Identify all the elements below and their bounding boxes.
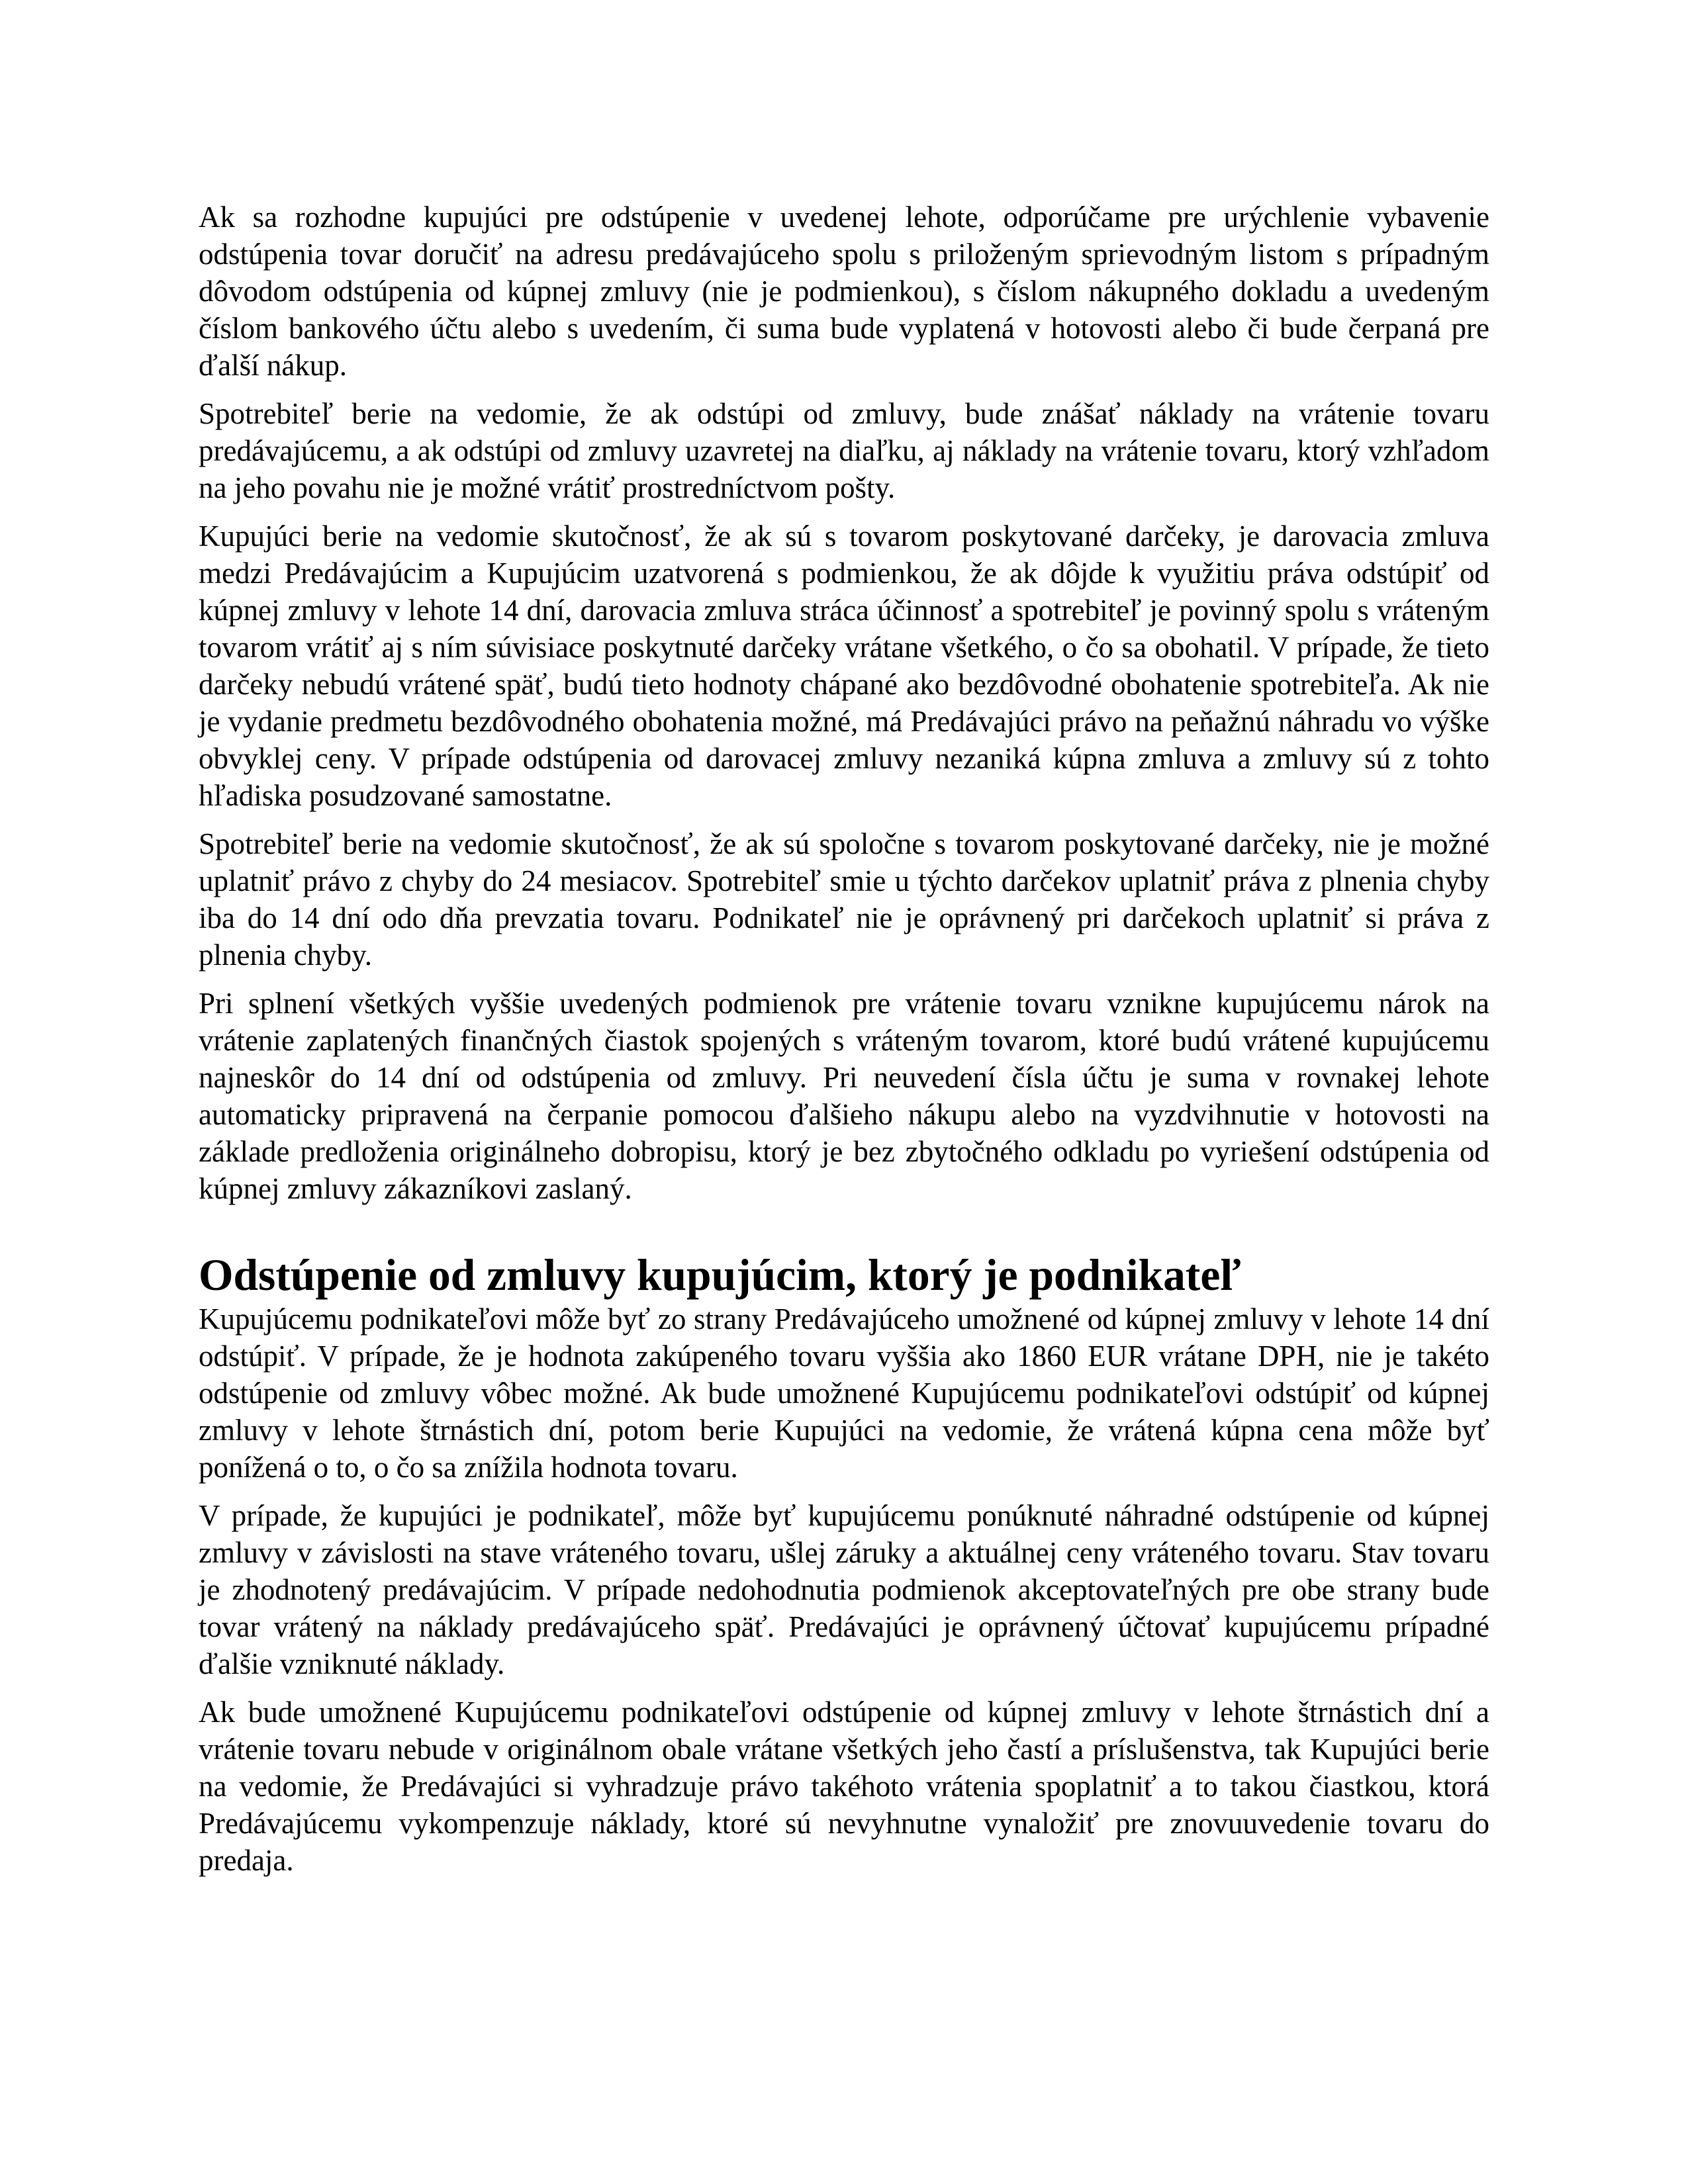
paragraph-gifts-donation: Kupujúci berie na vedomie skutočnosť, že ak sú s tovarom poskytované darčeky, je darovacia zmluva medzi Predávajúcim a Kupujúcim uzatvorená s podmienkou, že ak dôjde k využitiu práva odstúpiť od kúpnej zmluvy v lehote 14 dní, darovacia zmluva stráca účinnosť a spotrebiteľ je povinný spolu s vráteným tovarom vrátiť aj s ním súvisiace poskytnuté darčeky vrátane všetkého, o čo sa obohatil. V prípade, že tieto darčeky nebudú vrátené späť, budú tieto hodnoty chápané ako bezdôvodné obohatenie spotrebiteľa. Ak nie je vydanie predmetu bezdôvodného obohatenia možné, má Predávajúci právo na peňažnú náhradu vo výške obvyklej ceny. V prípade odstúpenia od darovacej zmluvy nezaniká kúpna zmluva a zmluvy sú z tohto hľadiska posudzované samostatne.	[199, 520, 1489, 812]
section-heading-business-withdrawal: Odstúpenie od zmluvy kupujúcim, ktorý je podnikateľ	[199, 1250, 1242, 1300]
paragraph-business-withdrawal: Kupujúcemu podnikateľovi môže byť zo strany Predávajúceho umožnené od kúpnej zmluvy v lehote 14 dní odstúpiť. V prípade, že je hodnota zakúpeného tovaru vyššia ako 1860 EUR vrátane DPH, nie je takéto odstúpenie od zmluvy vôbec možné. Ak bude umožnené Kupujúcemu podnikateľovi odstúpiť od kúpnej zmluvy v lehote štrnástich dní, potom berie Kupujúci na vedomie, že vrátená kúpna cena môže byť ponížená o to, o čo sa znížila hodnota tovaru.	[199, 1302, 1489, 1484]
paragraph-business-packaging: Ak bude umožnené Kupujúcemu podnikateľovi odstúpenie od kúpnej zmluvy v lehote štrnástich dní a vrátenie tovaru nebude v originálnom obale vrátane všetkých jeho častí a príslušenstva, tak Kupujúci berie na vedomie, že Predávajúci si vyhradzuje právo takéhoto vrátenia spoplatniť a to takou čiastkou, ktorá Predávajúcemu vykompenzuje náklady, ktoré sú nevyhnutne vynaložiť pre znovuuvedenie tovaru do predaja.	[199, 1696, 1489, 1877]
paragraph-withdrawal-delivery: Ak sa rozhodne kupujúci pre odstúpenie v uvedenej lehote, odporúčame pre urýchlenie vybavenie odstúpenia tovar doručiť na adresu predávajúceho spolu s priloženým sprievodným listom s prípadným dôvodom odstúpenia od kúpnej zmluvy (nie je podmienkou), s číslom nákupného dokladu a uvedeným číslom bankového účtu alebo s uvedením, či suma bude vyplatená v hotovosti alebo či bude čerpaná pre ďalší nákup.	[199, 201, 1489, 382]
paragraph-gifts-defects: Spotrebiteľ berie na vedomie skutočnosť, že ak sú spoločne s tovarom poskytované darčeky, nie je možné uplatniť právo z chyby do 24 mesiacov. Spotrebiteľ smie u týchto darčekov uplatniť práva z plnenia chyby iba do 14 dní odo dňa prevzatia tovaru. Podnikateľ nie je oprávnený pri darčekoch uplatniť si práva z plnenia chyby.	[199, 827, 1489, 972]
document-page	[199, 199, 1489, 1890]
paragraph-business-replacement: V prípade, že kupujúci je podnikateľ, môže byť kupujúcemu ponúknuté náhradné odstúpenie od kúpnej zmluvy v závislosti na stave vráteného tovaru, ušlej záruky a aktuálnej ceny vráteného tovaru. Stav tovaru je zhodnotený predávajúcim. V prípade nedohodnutia podmienok akceptovateľných pre obe strany bude tovar vrátený na náklady predávajúceho späť. Predávajúci je oprávnený účtovať kupujúcemu prípadné ďalšie vzniknuté náklady.	[199, 1499, 1489, 1680]
paragraph-return-costs: Spotrebiteľ berie na vedomie, že ak odstúpi od zmluvy, bude znášať náklady na vrátenie tovaru predávajúcemu, a ak odstúpi od zmluvy uzavretej na diaľku, aj náklady na vrátenie tovaru, ktorý vzhľadom na jeho povahu nie je možné vrátiť prostredníctvom pošty.	[199, 397, 1489, 504]
paragraph-refund: Pri splnení všetkých vyššie uvedených podmienok pre vrátenie tovaru vznikne kupujúcemu nárok na vrátenie zaplatených finančných čiastok spojených s vráteným tovarom, ktoré budú vrátené kupujúcemu najneskôr do 14 dní od odstúpenia od zmluvy. Pri neuvedení čísla účtu je suma v rovnakej lehote automaticky pripravená na čerpanie pomocou ďalšieho nákupu alebo na vyzdvihnutie v hotovosti na základe predloženia originálneho dobropisu, ktorý je bez zbytočného odkladu po vyriešení odstúpenia od kúpnej zmluvy zákazníkovi zaslaný.	[199, 987, 1489, 1205]
